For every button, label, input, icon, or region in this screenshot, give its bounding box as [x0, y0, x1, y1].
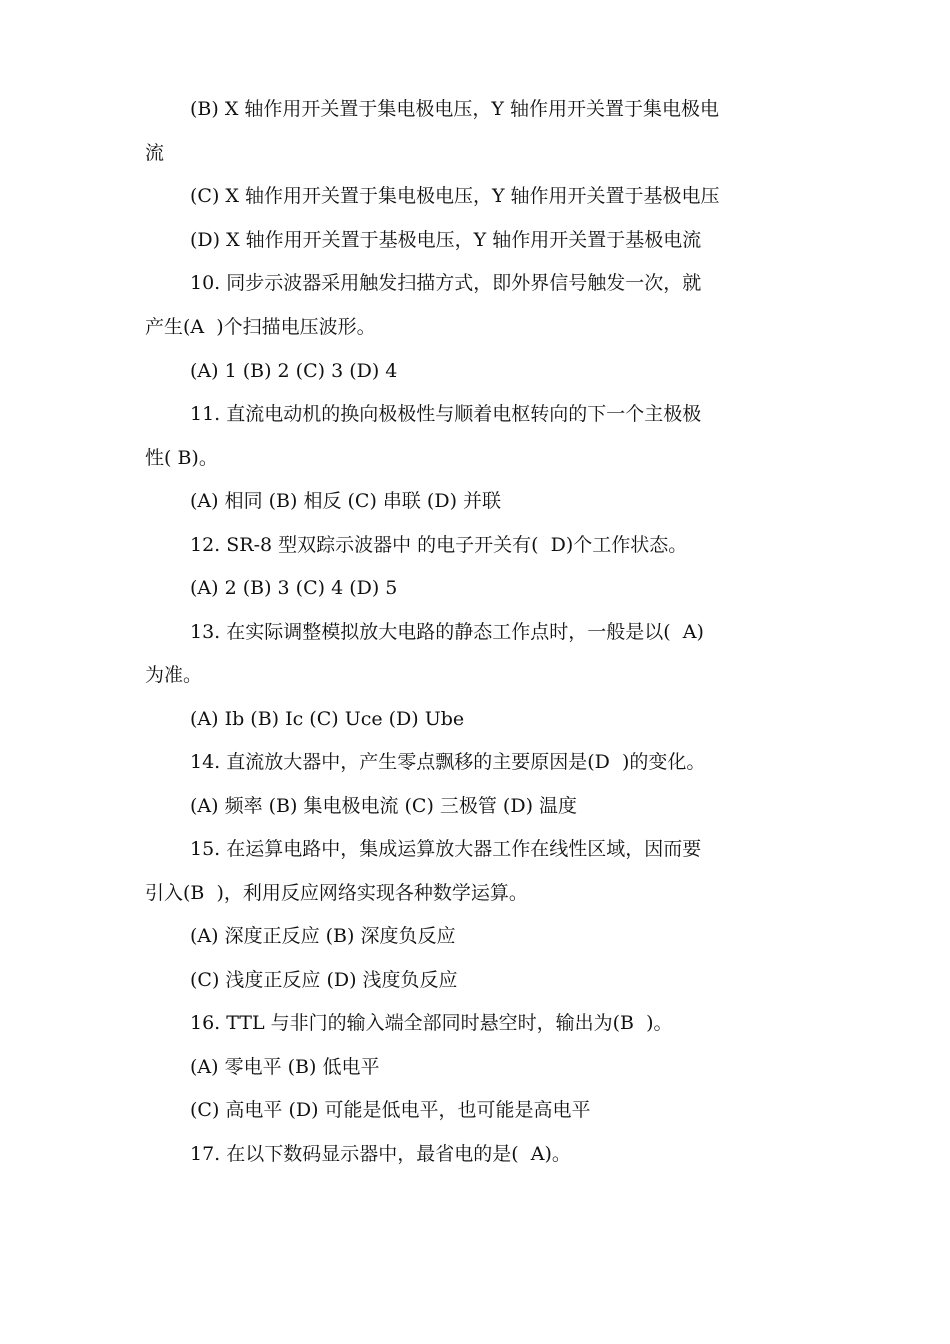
text-line: (C) X 轴作用开关置于集电极电压，Y 轴作用开关置于基极电压 — [190, 185, 720, 207]
text-line: 引入(B )，利用反应网络实现各种数学运算。 — [145, 882, 528, 904]
text-line: 为准。 — [145, 664, 203, 686]
options-line: (A) 2 (B) 3 (C) 4 (D) 5 — [190, 577, 398, 599]
question-line: 13. 在实际调整模拟放大电路的静态工作点时，一般是以( A) — [190, 621, 704, 643]
question-line: 16. TTL 与非门的输入端全部同时悬空时，输出为(B )。 — [190, 1012, 673, 1034]
question-line: 10. 同步示波器采用触发扫描方式，即外界信号触发一次，就 — [190, 272, 702, 294]
question-line: 11. 直流电动机的换向极极性与顺着电枢转向的下一个主极极 — [190, 403, 702, 425]
text-line: 性( B)。 — [145, 447, 218, 469]
options-line: (C) 高电平 (D) 可能是低电平，也可能是高电平 — [190, 1099, 591, 1121]
options-line: (C) 浅度正反应 (D) 浅度负反应 — [190, 969, 458, 991]
options-line: (A) Ib (B) Ic (C) Uce (D) Ube — [190, 708, 465, 730]
question-line: 17. 在以下数码显示器中，最省电的是( A)。 — [190, 1143, 571, 1165]
question-line: 15. 在运算电路中，集成运算放大器工作在线性区域，因而要 — [190, 838, 702, 860]
text-line: (D) X 轴作用开关置于基极电压，Y 轴作用开关置于基极电流 — [190, 229, 702, 251]
options-line: (A) 深度正反应 (B) 深度负反应 — [190, 925, 456, 947]
text-line: 产生(A )个扫描电压波形。 — [145, 316, 376, 338]
question-line: 14. 直流放大器中，产生零点飘移的主要原因是(D )的变化。 — [190, 751, 706, 773]
options-line: (A) 相同 (B) 相反 (C) 串联 (D) 并联 — [190, 490, 502, 512]
options-line: (A) 频率 (B) 集电极电流 (C) 三极管 (D) 温度 — [190, 795, 578, 817]
question-line: 12. SR-8 型双踪示波器中 的电子开关有( D)个工作状态。 — [190, 534, 688, 556]
options-line: (A) 1 (B) 2 (C) 3 (D) 4 — [190, 360, 398, 382]
options-line: (A) 零电平 (B) 低电平 — [190, 1056, 380, 1078]
text-line: 流 — [145, 142, 165, 164]
text-line: (B) X 轴作用开关置于集电极电压，Y 轴作用开关置于集电极电 — [190, 98, 719, 120]
